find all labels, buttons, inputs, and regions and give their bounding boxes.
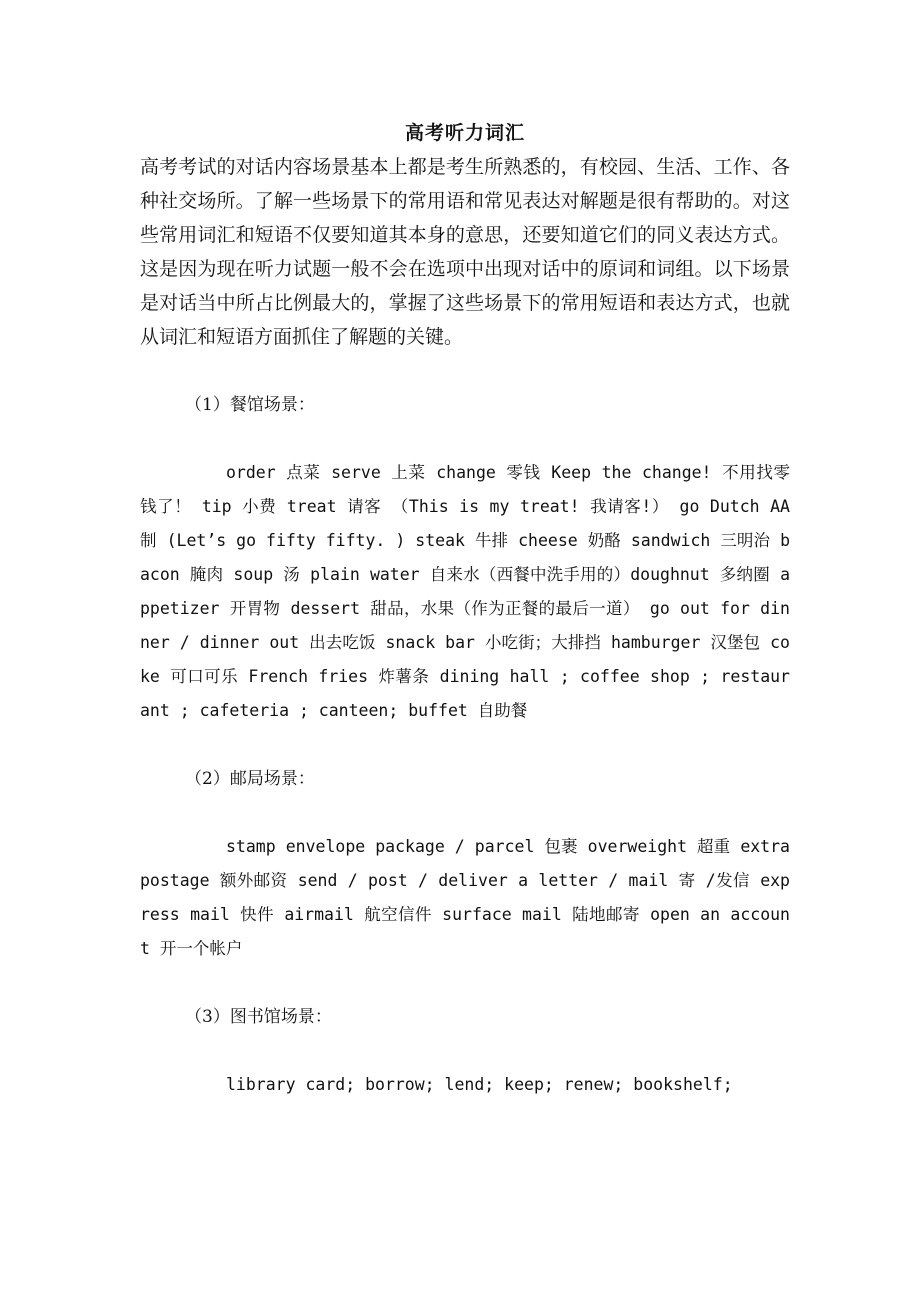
document-title: 高考听力词汇 [404, 122, 525, 144]
section-heading-post-office: （2）邮局场景： [185, 769, 315, 789]
section-heading-library: （3）图书馆场景： [185, 1007, 332, 1027]
document-page [140, 116, 790, 1102]
intro-paragraph: 高考考试的对话内容场景基本上都是考生所熟悉的，有校园、生活、工作、各种社交场所。了解一些场景下的常用语和常见表达对解题是很有帮助的。对这些常用词汇和短语不仅要知道其本身的意思，还要知道它们的同义表达方式。这是因为现在听力试题一般不会在选项中出现对话中的原词和词组。以下场景是对话当中所占比例最大的，掌握了这些场景下的常用短语和表达方式，也就从词汇和短语方面抓住了解题的关键。 [140, 156, 790, 348]
section-body-post-office: stamp envelope package / parcel 包裹 overweight 超重 extra postage 额外邮资 send / post / deliver a letter / mail 寄 /发信 express mail 快件 airmail 航空信件 surface mail 陆地邮寄 open an account 开一个帐户 [140, 837, 790, 958]
section-body-restaurant: order 点菜 serve 上菜 change 零钱 Keep the change! 不用找零钱了！ tip 小费 treat 请客 （This is my treat! 我请客!） go Dutch AA制 (Let’s go fifty fifty. ) steak 牛排 cheese 奶酪 sandwich 三明治 bacon 腌肉 soup 汤 plain water 自来水（西餐中洗手用的）doughnut 多纳圈 appetizer 开胃物 dessert 甜品，水果（作为正餐的最后一道） go out for dinner / dinner out 出去吃饭 snack bar 小吃街；大排挡 hamburger 汉堡包 coke 可口可乐 French fries 炸薯条 dining hall ; coffee shop ; restaurant ; cafeteria ; canteen; buffet 自助餐 [140, 463, 790, 720]
section-heading-restaurant: （1）餐馆场景： [185, 395, 315, 415]
section-body-library: library card; borrow; lend; keep; renew; bookshelf; [226, 1075, 733, 1094]
